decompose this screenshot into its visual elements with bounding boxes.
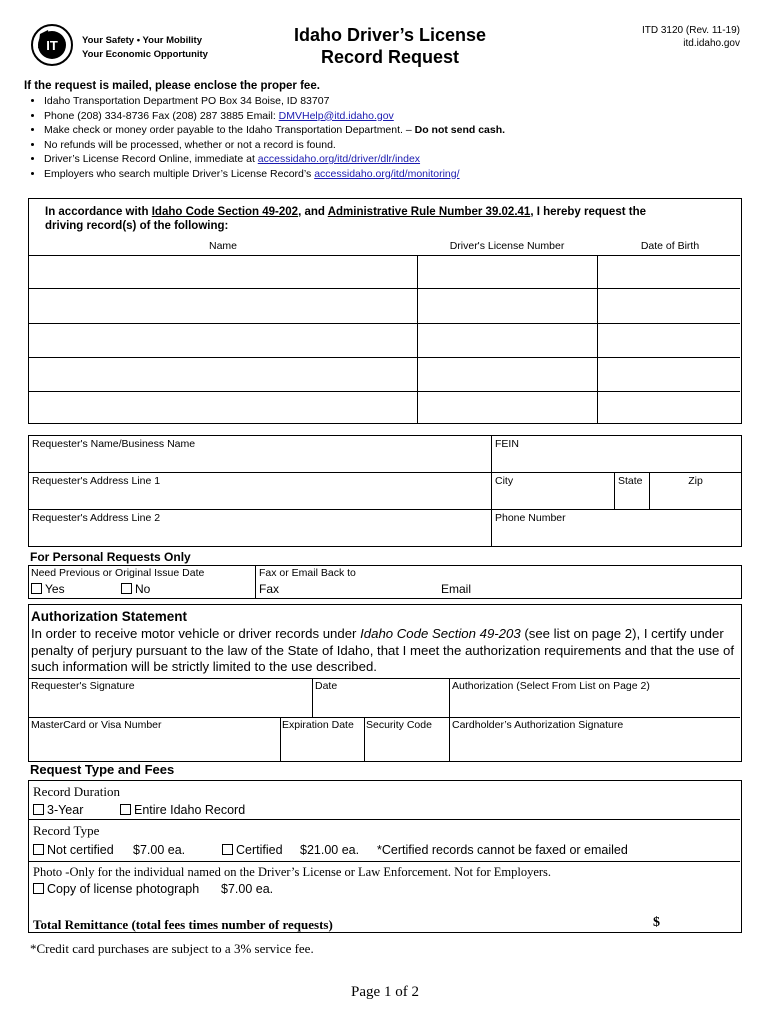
title-line-1: Idaho Driver’s License	[293, 25, 487, 45]
address-line-2-label: Requester's Address Line 2	[32, 512, 161, 524]
card-number-field[interactable]: MasterCard or Visa Number	[31, 719, 162, 731]
security-code-field[interactable]: Security Code	[366, 719, 432, 731]
photo-text: Photo -Only for the individual named on the Driver’s License or Law Enforcement. Not for Employers.	[33, 865, 552, 879]
list-item: • Phone (208) 334-8736 Fax (208) 287 3885 Email: DMVHelp@itd.idaho.gov	[44, 109, 764, 124]
requester-name-field[interactable]	[28, 435, 492, 473]
col-header-dob: Date of Birth	[640, 240, 700, 252]
requester-signature-field[interactable]: Requester's Signature	[31, 680, 135, 692]
records-intro: In accordance with Idaho Code Section 49-202, and Administrative Rule Number 39.02.41, I hereby request the driving record(s) of the following:	[45, 206, 646, 232]
page-number: Page 1 of 2	[351, 984, 419, 1000]
fein-label: FEIN	[495, 438, 519, 450]
phone-field[interactable]	[491, 509, 742, 547]
no-checkbox[interactable]	[121, 583, 132, 594]
photo-fee: $7.00 ea.	[221, 882, 274, 896]
cardholder-signature-field[interactable]: Cardholder’s Authorization Signature	[452, 719, 624, 731]
form-number: ITD 3120 (Rev. 11-19)	[641, 25, 740, 36]
record-1-dl-input[interactable]	[418, 256, 597, 288]
address-line-2-field[interactable]	[28, 509, 492, 547]
address-line-1-label: Requester's Address Line 1	[32, 475, 161, 487]
mail-note: If the request is mailed, please enclose the proper fee.	[24, 80, 320, 92]
website: itd.idaho.gov	[683, 38, 740, 49]
entire-record-option[interactable]: Entire Idaho Record	[120, 803, 245, 817]
city-label: City	[495, 475, 514, 487]
fein-field[interactable]	[491, 435, 742, 473]
phone-label: Phone Number	[495, 512, 566, 524]
credit-card-note: *Credit card purchases are subject to a 3% service fee.	[30, 941, 314, 956]
zip-field[interactable]	[649, 472, 742, 510]
fees-box	[28, 780, 742, 933]
list-item: • Employers who search multiple Driver’s License Record’s accessidaho.org/itd/monitoring/	[44, 167, 764, 182]
col-header-name: Name	[208, 240, 237, 252]
record-2-dob-input[interactable]	[598, 289, 740, 323]
yes-checkbox[interactable]	[31, 583, 42, 594]
certified-option[interactable]: Certified	[222, 843, 283, 857]
instructions-list	[24, 94, 764, 181]
no-option[interactable]: No	[121, 582, 150, 596]
slogan-line-1: Your Safety • Your Mobility	[82, 35, 202, 46]
state-label: State	[618, 475, 643, 487]
list-item: • No refunds will be processed, whether or not a record is found.	[44, 138, 764, 153]
three-year-option[interactable]: 3-Year	[33, 803, 83, 817]
record-3-dob-input[interactable]	[598, 324, 740, 357]
records-table	[28, 198, 742, 424]
personal-box	[28, 565, 742, 599]
city-field[interactable]	[491, 472, 615, 510]
fax-option[interactable]: Fax	[259, 582, 280, 596]
monitoring-link[interactable]: accessidaho.org/itd/monitoring/	[314, 167, 460, 180]
record-4-name-input[interactable]	[29, 358, 417, 391]
record-3-name-input[interactable]	[29, 324, 417, 357]
title-line-2: Record Request	[320, 47, 460, 67]
page-title	[250, 24, 530, 68]
form-number-block	[642, 24, 740, 50]
total-amount-input[interactable]	[669, 913, 737, 931]
photo-copy-option[interactable]: Copy of license photograph	[33, 882, 199, 896]
need-issue-date-label: Need Previous or Original Issue Date	[31, 567, 205, 579]
record-3-dl-input[interactable]	[418, 324, 597, 357]
requester-name-label: Requester's Name/Business Name	[32, 438, 196, 450]
list-item: • Make check or money order payable to the Idaho Transportation Department. – Do not send cash.	[44, 123, 764, 138]
slogan-line-2: Your Economic Opportunity	[82, 49, 208, 60]
fax-email-label: Fax or Email Back to	[259, 567, 356, 579]
col-header-dl: Driver's License Number	[449, 240, 565, 252]
record-4-dob-input[interactable]	[598, 358, 740, 391]
email-link[interactable]: DMVHelp@itd.idaho.gov	[278, 109, 394, 122]
authorization-select-field[interactable]: Authorization (Select From List on Page 2)	[452, 680, 650, 692]
record-duration-label: Record Duration	[33, 784, 121, 799]
authorization-text: In order to receive motor vehicle or driver records under Idaho Code Section 49-203 (see list on page 2), I certify under penalty of perjury pursuant to the law of the State of Idaho, that I meet the authorization requirements and that the use of such information will be strictly limited to the use described.	[31, 626, 735, 674]
list-item: • Driver’s License Record Online, immediate at accessidaho.org/itd/driver/dlr/index	[44, 152, 764, 167]
list-item: • Idaho Transportation Department PO Box 34 Boise, ID 83707	[44, 94, 764, 109]
state-field[interactable]	[614, 472, 650, 510]
record-2-name-input[interactable]	[29, 289, 417, 323]
record-1-name-input[interactable]	[29, 256, 417, 288]
record-2-dl-input[interactable]	[418, 289, 597, 323]
total-dollar-sign: $	[653, 915, 660, 930]
record-5-dl-input[interactable]	[418, 392, 597, 424]
fees-heading: Request Type and Fees	[30, 762, 175, 777]
not-certified-checkbox[interactable]	[33, 844, 44, 855]
total-remittance-label: Total Remittance (total fees times number of requests)	[33, 917, 333, 932]
records-rows	[29, 255, 740, 424]
record-type-label: Record Type	[33, 823, 100, 838]
certified-checkbox[interactable]	[222, 844, 233, 855]
zip-label: Zip	[688, 475, 703, 487]
record-4-dl-input[interactable]	[418, 358, 597, 391]
record-1-dob-input[interactable]	[598, 256, 740, 288]
certified-note: *Certified records cannot be faxed or emailed	[377, 843, 628, 857]
dlr-online-link[interactable]: accessidaho.org/itd/driver/dlr/index	[257, 153, 421, 165]
itd-seal-icon	[30, 22, 74, 68]
yes-option[interactable]: Yes	[31, 582, 65, 596]
svg-text:IT: IT	[46, 38, 58, 53]
photo-copy-checkbox[interactable]	[33, 883, 44, 894]
authorization-heading: Authorization Statement	[31, 609, 188, 624]
record-5-name-input[interactable]	[29, 392, 417, 424]
itd-logo	[30, 22, 230, 70]
entire-record-checkbox[interactable]	[120, 804, 131, 815]
three-year-checkbox[interactable]	[33, 804, 44, 815]
expiration-date-field[interactable]: Expiration Date	[282, 719, 354, 731]
date-field[interactable]: Date	[315, 680, 338, 692]
not-certified-fee: $7.00 ea.	[133, 843, 186, 857]
personal-heading: For Personal Requests Only	[30, 550, 191, 564]
authorization-box	[28, 604, 742, 762]
not-certified-option[interactable]: Not certified	[33, 843, 114, 857]
certified-fee: $21.00 ea.	[300, 843, 360, 857]
record-5-dob-input[interactable]	[598, 392, 740, 424]
address-line-1-field[interactable]	[28, 472, 492, 510]
email-option[interactable]: Email	[441, 582, 472, 596]
